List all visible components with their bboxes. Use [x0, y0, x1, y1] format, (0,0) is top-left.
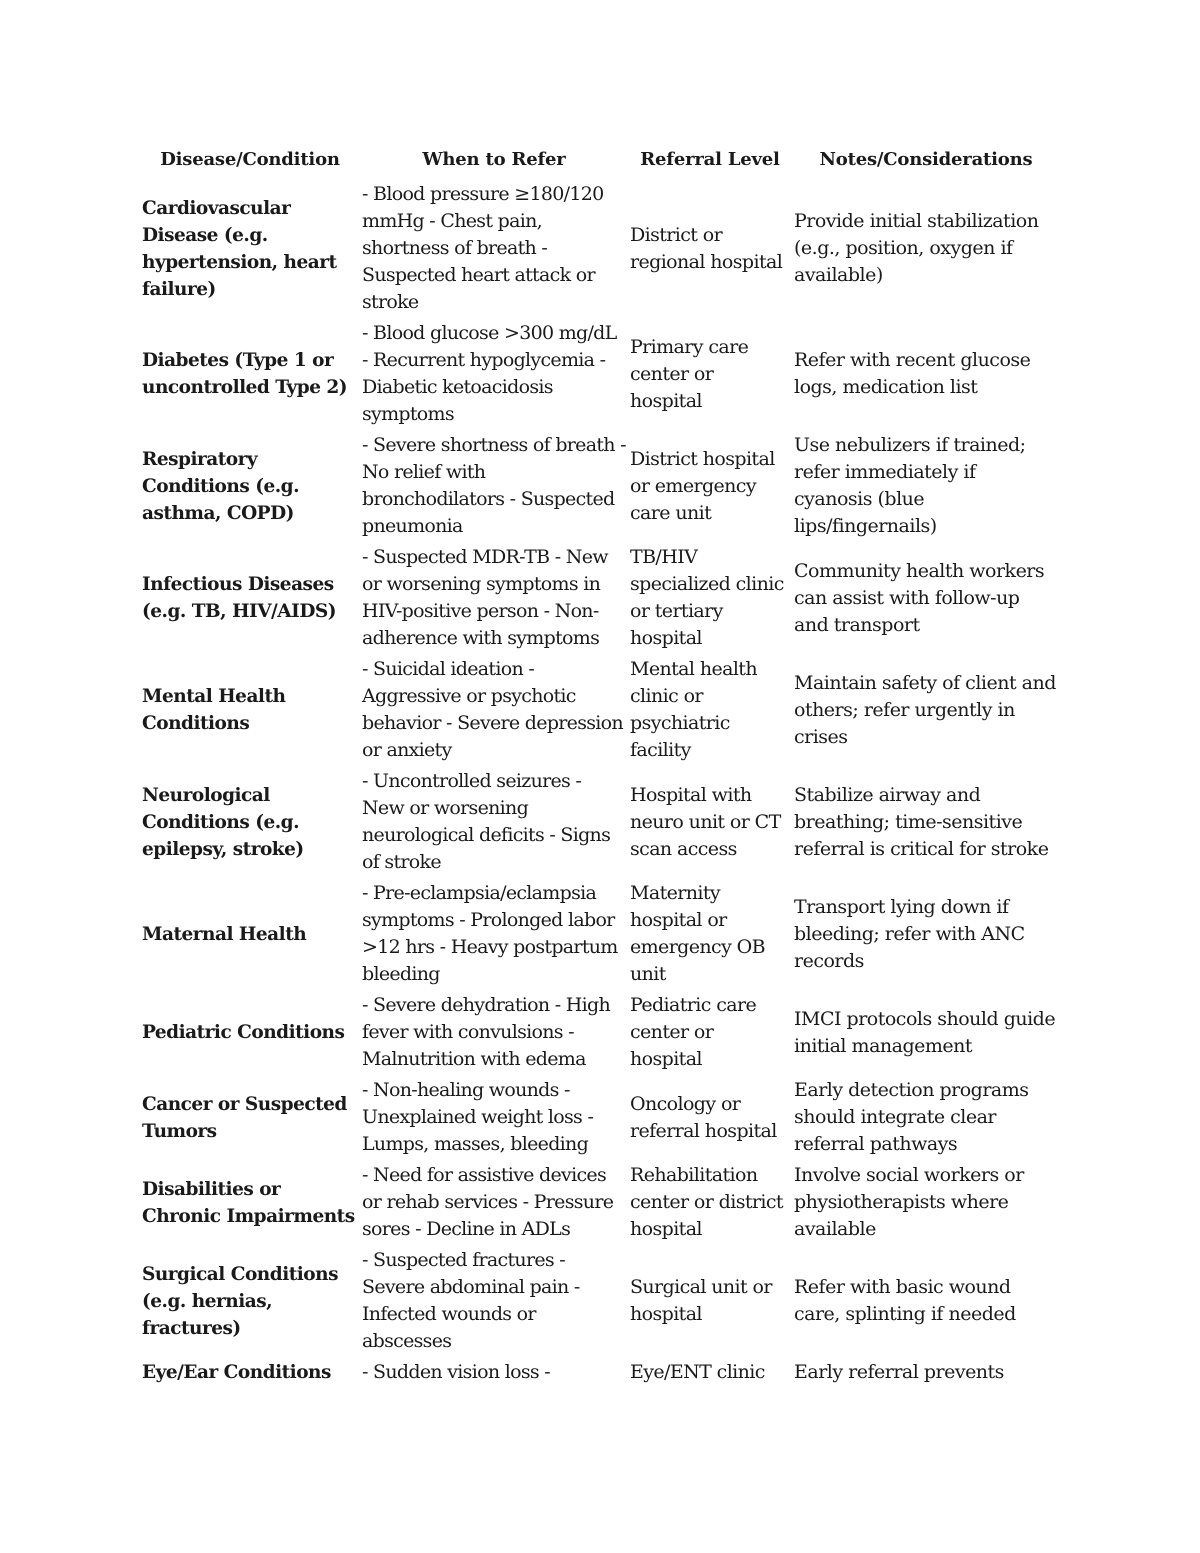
notes-cell: Early detection programs should integrate clear referral pathways: [794, 1079, 1029, 1155]
referral-level-cell: Surgical unit or hospital: [630, 1276, 772, 1325]
referral-level-cell: Eye/ENT clinic: [630, 1361, 765, 1383]
referral-level-cell: Primary care center or hospital: [630, 335, 749, 412]
table-row: [140, 1075, 1060, 1160]
referral-level-cell: TB/HIV specialized clinic or tertiary hospital: [630, 546, 784, 649]
when-to-refer-cell: - Blood pressure ≥180/120 mmHg - Chest pain, shortness of breath - Suspected heart attack or stroke: [362, 183, 604, 313]
table-row: [140, 318, 1060, 430]
table-row: [140, 179, 1060, 318]
referral-level-cell: District hospital or emergency care unit: [630, 447, 775, 524]
when-to-refer-cell: - Severe dehydration - High fever with convulsions - Malnutrition with edema: [362, 994, 611, 1070]
when-to-refer-cell: - Need for assistive devices or rehab services - Pressure sores - Decline in ADLs: [362, 1164, 614, 1240]
header-when-to-refer: When to Refer: [422, 149, 566, 170]
table-row: [140, 1160, 1060, 1245]
notes-cell: Early referral prevents: [794, 1361, 1004, 1383]
condition-cell: Disabilities or Chronic Impairments: [142, 1178, 355, 1227]
notes-cell: Stabilize airway and breathing; time-sensitive referral is critical for stroke: [794, 783, 1049, 860]
when-to-refer-cell: - Severe shortness of breath - No relief with bronchodilators - Suspected pneumonia: [362, 434, 626, 537]
table-row: [140, 430, 1060, 542]
table-header: [140, 145, 1060, 179]
condition-cell: Pediatric Conditions: [142, 1022, 345, 1043]
table-row: [140, 1357, 1060, 1388]
condition-cell: Infectious Diseases (e.g. TB, HIV/AIDS): [142, 574, 336, 622]
when-to-refer-cell: - Non-healing wounds - Unexplained weight loss - Lumps, masses, bleeding: [362, 1079, 594, 1155]
header-notes: Notes/Considerations: [819, 149, 1033, 170]
condition-cell: Neurological Conditions (e.g. epilepsy, stroke): [142, 784, 304, 860]
referral-level-cell: Hospital with neuro unit or CT scan access: [630, 783, 781, 860]
notes-cell: IMCI protocols should guide initial management: [794, 1007, 1056, 1057]
table-row: [140, 654, 1060, 766]
table-row: [140, 878, 1060, 990]
when-to-refer-cell: - Suspected fractures - Severe abdominal pain - Infected wounds or abscesses: [362, 1249, 580, 1352]
header-condition: Disease/Condition: [160, 149, 340, 170]
table-row: [140, 990, 1060, 1075]
notes-cell: Maintain safety of client and others; refer urgently in crises: [794, 671, 1056, 748]
notes-cell: Involve social workers or physiotherapists where available: [794, 1164, 1024, 1240]
notes-cell: Refer with basic wound care, splinting if needed: [794, 1276, 1016, 1325]
condition-cell: Cardiovascular Disease (e.g. hypertension, heart failure): [142, 197, 337, 300]
header-row: [140, 145, 1060, 179]
notes-cell: Use nebulizers if trained; refer immediately if cyanosis (blue lips/fingernails): [794, 434, 1026, 537]
table-body: [140, 179, 1060, 1388]
when-to-refer-cell: - Pre-eclampsia/eclampsia symptoms - Prolonged labor >12 hrs - Heavy postpartum bleeding: [362, 882, 618, 985]
notes-cell: Provide initial stabilization (e.g., position, oxygen if available): [794, 210, 1039, 286]
header-referral-level: Referral Level: [640, 149, 780, 170]
condition-cell: Cancer or Suspected Tumors: [142, 1093, 347, 1142]
notes-cell: Community health workers can assist with follow-up and transport: [794, 559, 1045, 636]
condition-cell: Eye/Ear Conditions: [142, 1362, 331, 1383]
when-to-refer-cell: - Suspected MDR-TB - New or worsening symptoms in HIV-positive person - Non-adherence with symptoms: [362, 546, 608, 649]
condition-cell: Mental Health Conditions: [142, 686, 286, 734]
referral-level-cell: Oncology or referral hospital: [630, 1092, 777, 1142]
when-to-refer-cell: - Blood glucose >300 mg/dL - Recurrent hypoglycemia - Diabetic ketoacidosis symptoms: [362, 322, 617, 425]
condition-cell: Diabetes (Type 1 or uncontrolled Type 2): [142, 350, 348, 398]
condition-cell: Respiratory Conditions (e.g. asthma, COPD): [142, 448, 300, 524]
when-to-refer-cell: - Suicidal ideation - Aggressive or psychotic behavior - Severe depression or anxiety: [362, 658, 623, 761]
condition-cell: Maternal Health: [142, 923, 307, 945]
table-row: [140, 542, 1060, 654]
referral-level-cell: Mental health clinic or psychiatric facility: [630, 658, 757, 761]
when-to-refer-cell: - Uncontrolled seizures - New or worsening neurological deficits - Signs of stroke: [362, 770, 611, 873]
referral-level-cell: Rehabilitation center or district hospital: [630, 1164, 783, 1240]
notes-cell: Refer with recent glucose logs, medication list: [794, 349, 1031, 398]
referral-level-cell: Maternity hospital or emergency OB unit: [630, 882, 765, 985]
table-row: [140, 1245, 1060, 1357]
notes-cell: Transport lying down if bleeding; refer with ANC records: [794, 895, 1025, 972]
referral-level-cell: District or regional hospital: [630, 223, 783, 273]
referral-table: [140, 145, 1060, 1388]
condition-cell: Surgical Conditions (e.g. hernias, fractures): [142, 1263, 338, 1339]
referral-level-cell: Pediatric care center or hospital: [630, 994, 757, 1070]
table-row: [140, 766, 1060, 878]
when-to-refer-cell: - Sudden vision loss -: [362, 1361, 550, 1383]
